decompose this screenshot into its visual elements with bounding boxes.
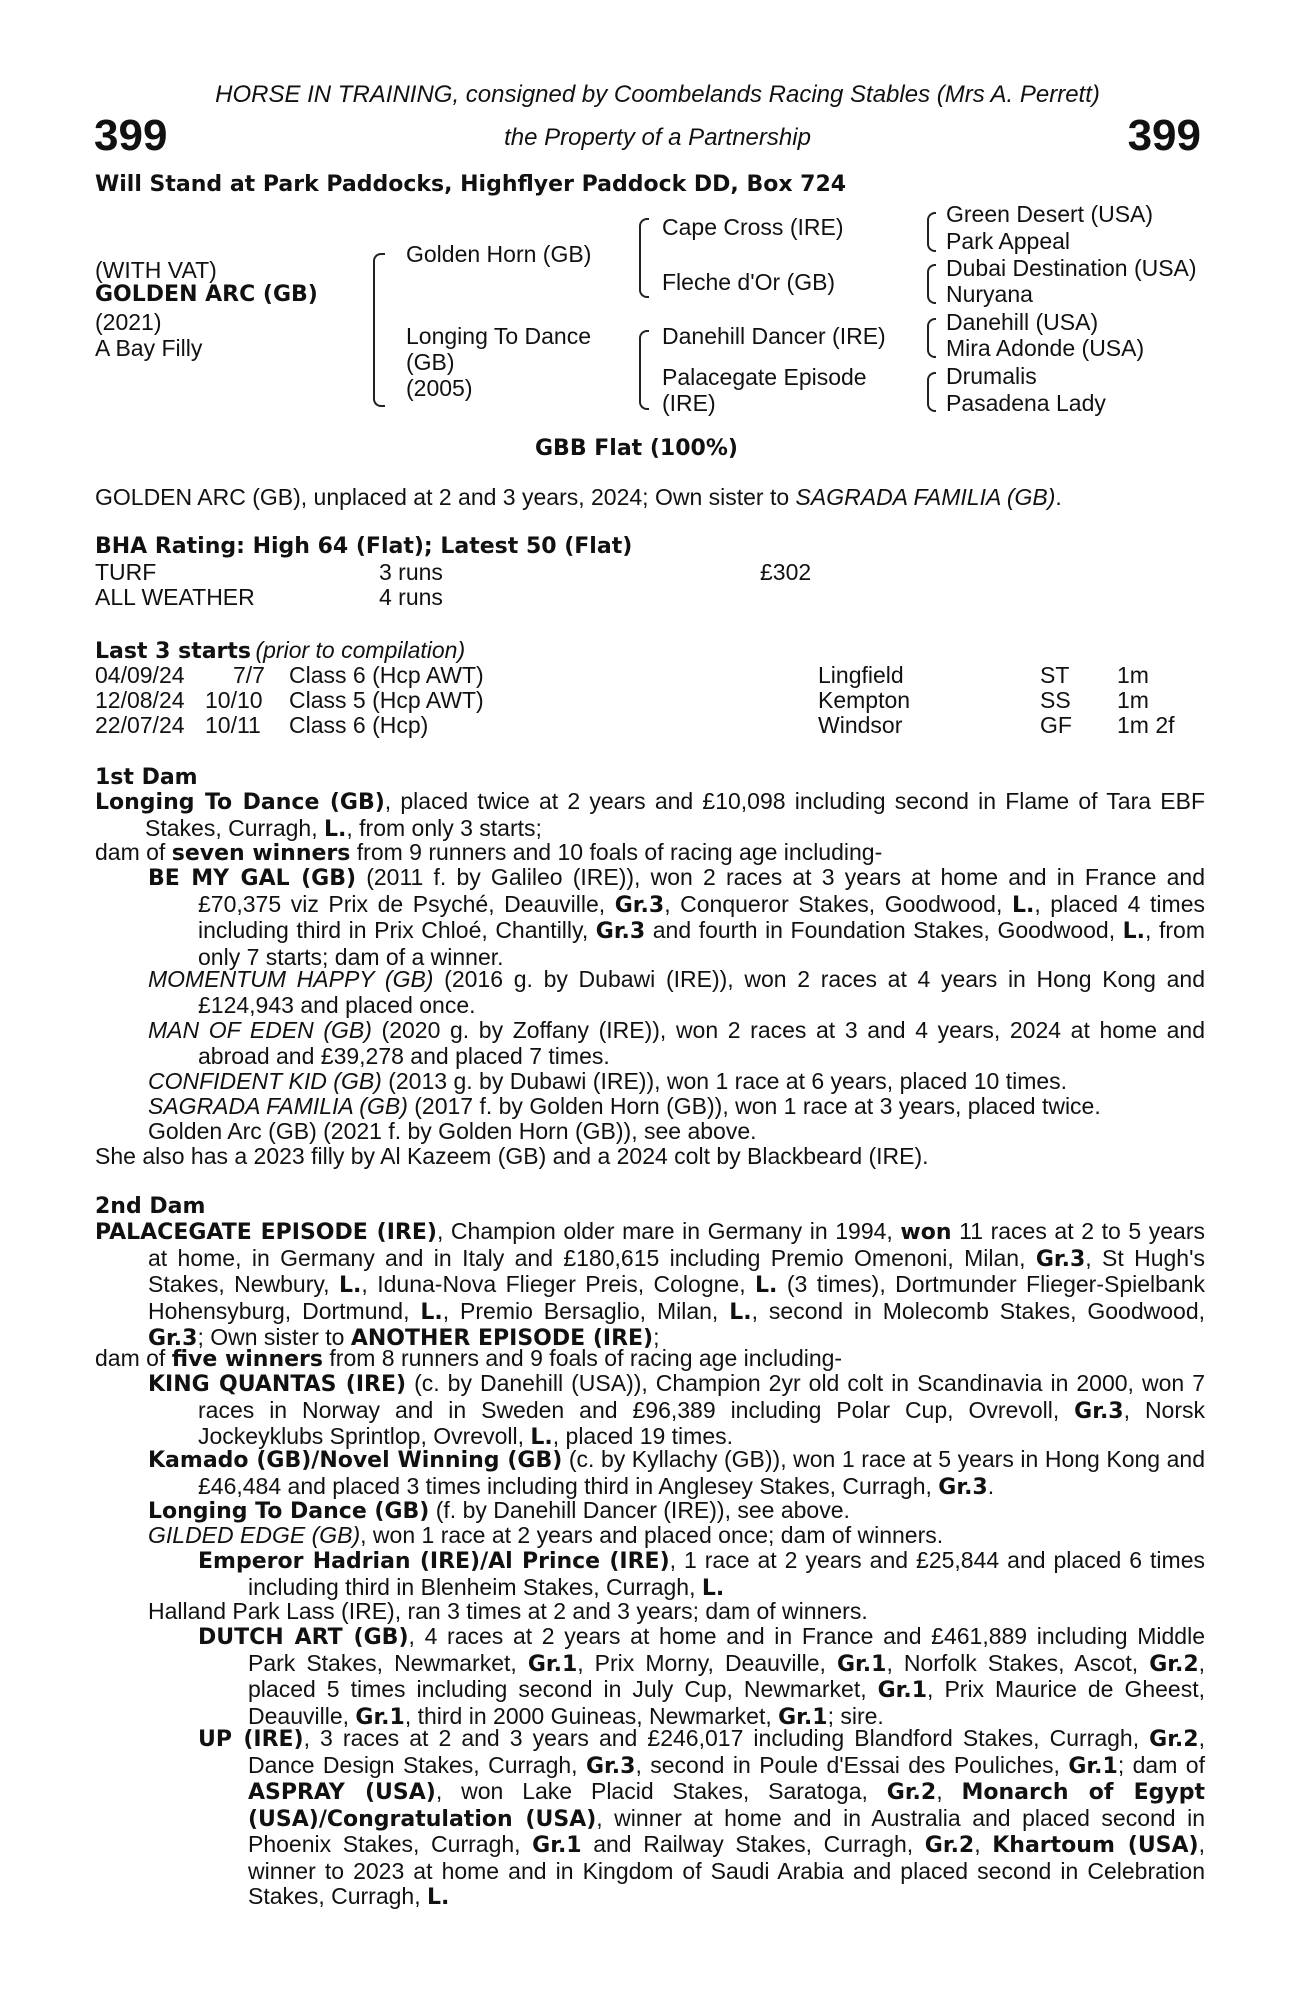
listed-tag: L. [1011,892,1035,918]
horse-year: (2021) [95,309,162,335]
foal-name: Longing To Dance (GB) [148,1499,430,1524]
dam-name-line1: Longing To Dance [406,323,591,349]
dam-text: , Iduna-Nova Flieger Preis, Cologne, [361,1271,756,1297]
first-dam-text: , placed twice at 2 years and £10,098 including second in Flame of Tara EBF Stakes, Curragh, [145,788,1205,841]
foal-confident-kid [148,1069,1067,1095]
group-tag: Gr.3 [586,1753,636,1779]
foal-text: , from only 7 starts; dam of a winner. [198,917,1205,970]
start-distance: 1m [1117,687,1149,713]
foal-name: KING QUANTAS (IRE) [148,1372,407,1397]
foal-text: ; sire. [827,1702,884,1729]
start-course: Kempton [818,687,911,713]
sdd: Nuryana [946,281,1033,307]
foal-text: , [974,1831,993,1857]
winners-count: seven winners [171,841,351,866]
brace-gen3-1 [927,212,936,252]
rating-row-turf-prize: £302 [760,559,812,585]
group-tag: Gr.1 [837,1651,887,1677]
foal-text: , winner at home and in Australia and placed second in Phoenix Stakes, Curragh, [248,1804,1205,1857]
dam-text: (3 times), Dortmunder Flieger-Spielbank Hohensyburg, Dortmund, [148,1271,1206,1324]
foal-text: , [936,1778,962,1804]
group-tag: Gr.3 [614,892,665,918]
dss: Danehill (USA) [946,309,1099,335]
foal-text: and Railway Stakes, Curragh, [581,1831,925,1857]
first-dam-entry [95,789,1205,842]
start-course: Lingfield [818,662,904,688]
foal-longing-to-dance [148,1498,850,1525]
consignment-line: HORSE IN TRAINING, consigned by Coombelands Racing Stables (Mrs A. Perrett) [215,81,1100,108]
listed-tag: L. [323,816,347,842]
foal-text: and fourth in Foundation Stakes, Goodwood, [645,917,1123,943]
foal-text: , winner to 2023 at home and in Kingdom of Saudi Arabia and placed second in Celebration Stakes, Curragh, [248,1831,1205,1909]
start-going: GF [1040,712,1072,738]
winners-count: five winners [171,1347,324,1372]
dam-name-line2: (GB) [406,349,455,375]
listed-tag: L. [1122,919,1146,944]
foal-text: , 1 race at 2 years and £25,844 and placed 6 times including third in Blenheim Stakes, Curragh, [248,1547,1205,1600]
dam-text: , Premio Bersaglio, Milan, [442,1297,730,1324]
dam-text: , second in Molecomb Stakes, Goodwood, [751,1297,1205,1324]
foal-text: (c. by Danehill (USA)), Champion 2yr old colt in Scandinavia in 2000, won 7 races in Norway and in Sweden and £96,389 including Polar Cup, Ovrevoll, [198,1370,1205,1423]
last-starts-title: Last 3 starts [95,639,252,664]
sister-name: ANOTHER EPISODE (IRE) [350,1326,654,1351]
grandfoal-up [198,1726,1205,1911]
foal-name: Kamado (GB)/Novel Winning (GB) [148,1448,563,1473]
second-dam-name: PALACEGATE EPISODE (IRE) [95,1220,437,1245]
dam-sire: Danehill Dancer (IRE) [662,323,886,349]
start-class: Class 5 (Hcp AWT) [289,687,484,713]
stand-location: Will Stand at Park Paddocks, Highflyer Paddock DD, Box 724 [95,172,847,197]
foal-name: DUTCH ART (GB) [198,1625,409,1650]
start-going: SS [1040,687,1071,713]
brace-dam-line [639,330,649,410]
foal-text: , Norsk Jockeyklubs Sprintlop, Ovrevoll, [198,1396,1206,1449]
start-position: 10/11 [205,712,261,738]
brace-gen3-4 [927,372,936,412]
foal-name: BE MY GAL (GB) [148,866,357,891]
brace-gen3-3 [927,318,936,358]
start-date: 22/07/24 [95,712,185,738]
dam-year: (2005) [406,375,473,401]
foal-text: (2017 f. by Golden Horn (GB)), won 1 race at 3 years, placed twice. [407,1093,1101,1119]
foal-text: (2013 g. by Dubawi (IRE)), won 1 race at 6 years, placed 10 times. [381,1068,1068,1094]
summary-line [95,485,1062,511]
vat-label: (WITH VAT) [95,257,217,283]
foal-name: MOMENTUM HAPPY (GB) [148,966,434,992]
start-distance: 1m 2f [1117,712,1175,738]
sire-sire: Cape Cross (IRE) [662,214,844,240]
foal-name: MAN OF EDEN (GB) [148,1017,372,1043]
won-label: won [900,1220,952,1245]
dam-dam-line2: (IRE) [662,390,716,416]
listed-tag: L. [701,1575,725,1601]
foal-king-quantas [148,1371,1205,1451]
foal-text: , Norfolk Stakes, Ascot, [886,1649,1150,1676]
rating-row-turf-surface: TURF [95,559,157,585]
summary-end: . [1055,484,1062,510]
start-position: 7/7 [233,662,265,688]
sss: Green Desert (USA) [946,201,1154,227]
horse-name: GOLDEN ARC (GB) [95,282,318,307]
foal-golden-arc: Golden Arc (GB) (2021 f. by Golden Horn (GB)), see above. [148,1118,757,1144]
dam-text: , St Hugh's Stakes, Newbury, [148,1244,1205,1297]
horse-sex: A Bay Filly [95,335,203,361]
foal-text: , placed 4 times including third in Prix Chloé, Chantilly, [198,890,1205,943]
group-tag: Gr.3 [148,1326,198,1351]
start-distance: 1m [1117,662,1149,688]
foal-text: ; dam of [1117,1751,1205,1778]
foal-text: , Dance Design Stakes, Curragh, [248,1725,1205,1778]
foal-text: , won 1 race at 2 years and placed once; dam of winners. [360,1522,944,1548]
foal-text: , won Lake Placid Stakes, Saratoga, [435,1778,887,1804]
foal-man-of-eden [148,1018,1205,1069]
intro-a: dam of [95,839,172,865]
summary-text: GOLDEN ARC (GB), unplaced at 2 and 3 years, 2024; Own sister to [95,484,796,510]
rating-row-aw-runs: 4 runs [379,584,443,610]
foal-text: . [987,1472,995,1499]
rating-row-turf-runs: 3 runs [379,559,443,585]
foal-text: , second in Poule d'Essai des Pouliches, [635,1751,1069,1778]
grandfoal-dutch-art [198,1624,1205,1730]
lot-number-right: 399 [1127,111,1201,160]
property-line: the Property of a Partnership [504,124,811,151]
group-tag: Gr.1 [778,1704,828,1730]
intro-c: from 8 runners and 9 foals of racing age including- [323,1345,843,1371]
brace-gen3-2 [927,264,936,304]
rating-row-aw-surface: ALL WEATHER [95,584,255,610]
group-tag: Gr.2 [924,1833,975,1858]
dam-text: 11 races at 2 to 5 years at home, in Germany and in Italy and £180,615 including Premio Omenoni, Milan, [148,1218,1205,1271]
group-tag: Gr.3 [938,1474,988,1500]
foal-text: , placed 5 times including second in July Cup, Newmarket, [248,1649,1206,1702]
foal-name: Emperor Hadrian (IRE)/Al Prince (IRE) [198,1549,670,1574]
start-going: ST [1040,662,1070,688]
lot-number-left: 399 [94,111,168,160]
last-starts-heading [95,637,465,664]
foal-text: (f. by Danehill Dancer (IRE)), see above. [429,1497,850,1523]
foal-text: (2016 g. by Dubawi (IRE)), won 2 races at 4 years in Hong Kong and £124,943 and placed once. [198,966,1206,1018]
dam-text: ; [653,1324,660,1350]
produce-name: ASPRAY (USA) [248,1780,436,1805]
foal-halland-park-lass: Halland Park Lass (IRE), ran 3 times at 2 and 3 years; dam of winners. [148,1598,868,1624]
foal-sagrada-familia [148,1094,1101,1120]
grandfoal-emperor-hadrian [198,1548,1205,1601]
listed-tag: L. [339,1273,362,1298]
foal-name: SAGRADA FAMILIA (GB) [148,1093,408,1119]
summary-sister: SAGRADA FAMILIA (GB) [795,484,1056,510]
second-dam-heading: 2nd Dam [95,1194,206,1219]
first-dam-produce-intro [95,840,882,867]
ssd: Park Appeal [946,228,1071,254]
foal-name: UP (IRE) [198,1727,304,1752]
group-tag: Gr.1 [532,1833,582,1858]
foal-gilded-edge [148,1523,943,1549]
foal-text: , 4 races at 2 years at home and in France and £461,889 including Middle Park Stakes, Newmarket, [248,1623,1205,1676]
foal-text: , Conqueror Stakes, Goodwood, [664,890,1012,917]
start-class: Class 6 (Hcp AWT) [289,662,484,688]
sds: Dubai Destination (USA) [946,255,1197,281]
last-starts-note: (prior to compilation) [255,637,466,663]
foal-text: , Prix Morny, Deauville, [577,1649,837,1676]
group-tag: Gr.1 [527,1651,578,1677]
start-date: 12/08/24 [95,687,185,713]
start-course: Windsor [818,712,903,738]
foal-kamado [148,1447,1205,1500]
first-dam-name: Longing To Dance (GB) [95,790,385,815]
listed-tag: L. [755,1273,778,1298]
dsd: Mira Adonde (USA) [946,335,1145,361]
foal-text: , placed 19 times. [552,1423,734,1449]
first-dam-end: , from only 3 starts; [346,814,542,841]
group-tag: Gr.3 [595,919,646,944]
produce-name: Monarch of Egypt (USA)/Congratulation (USA) [248,1780,1205,1832]
listed-tag: L. [420,1299,443,1325]
start-date: 04/09/24 [95,662,185,688]
sire-dam: Fleche d'Or (GB) [662,269,836,295]
foal-text: (2020 g. by Zoffany (IRE)), won 2 races at 3 and 4 years, 2024 at home and abroad and £39,278 and placed 7 times. [198,1017,1205,1069]
foal-name: GILDED EDGE (GB) [148,1522,361,1548]
second-dam-entry [95,1219,1205,1352]
intro-c: from 9 runners and 10 foals of racing age including- [350,839,883,865]
second-dam-produce-intro [95,1346,842,1373]
dam-text: ; Own sister to [197,1324,351,1350]
listed-tag: L. [426,1885,450,1910]
foal-text: , 3 races at 2 and 3 years and £246,017 including Blandford Stakes, Curragh, [303,1725,1150,1751]
listed-tag: L. [530,1425,553,1450]
listed-tag: L. [729,1299,752,1325]
gbb-label: GBB Flat (100%) [535,436,738,461]
bha-rating-heading: BHA Rating: High 64 (Flat); Latest 50 (Flat) [95,534,633,559]
group-tag: Gr.2 [886,1780,937,1805]
dds: Drumalis [946,363,1037,389]
produce-name: Khartoum (USA) [992,1833,1199,1858]
ddd: Pasadena Lady [946,390,1106,416]
foal-text: , Prix Maurice de Gheest, Deauville, [248,1676,1205,1729]
sire-name: Golden Horn (GB) [406,241,592,267]
start-position: 10/10 [205,687,263,713]
intro-a: dam of [95,1345,172,1371]
group-tag: Gr.3 [1074,1398,1124,1424]
group-tag: Gr.1 [1068,1753,1118,1779]
foal-text: (c. by Kyllachy (GB)), won 1 race at 5 years in Hong Kong and £46,484 and placed 3 times including third in Anglesey Stakes, Curragh, [198,1446,1206,1499]
group-tag: Gr.1 [877,1678,928,1703]
foal-momentum-happy [148,967,1205,1018]
group-tag: Gr.3 [1035,1246,1086,1272]
group-tag: Gr.1 [355,1704,405,1730]
first-dam-heading: 1st Dam [95,765,198,790]
foal-name: CONFIDENT KID (GB) [148,1068,382,1094]
first-dam-also-has: She also has a 2023 filly by Al Kazeem (GB) and a 2024 colt by Blackbeard (IRE). [95,1143,929,1169]
start-class: Class 6 (Hcp) [289,712,429,738]
group-tag: Gr.2 [1149,1727,1199,1752]
dam-dam-line1: Palacegate Episode [662,364,867,390]
brace-sire-line [639,218,649,298]
group-tag: Gr.2 [1149,1651,1199,1677]
dam-text: , Champion older mare in Germany in 1994, [436,1218,901,1244]
brace-generation-1 [373,253,385,407]
foal-be-my-gal [148,865,1205,970]
foal-text: (2011 f. by Galileo (IRE)), won 2 races at 3 years at home and in France and £70,375 viz Prix de Psyché, Deauville, [198,864,1205,917]
foal-text: , third in 2000 Guineas, Newmarket, [404,1702,779,1729]
